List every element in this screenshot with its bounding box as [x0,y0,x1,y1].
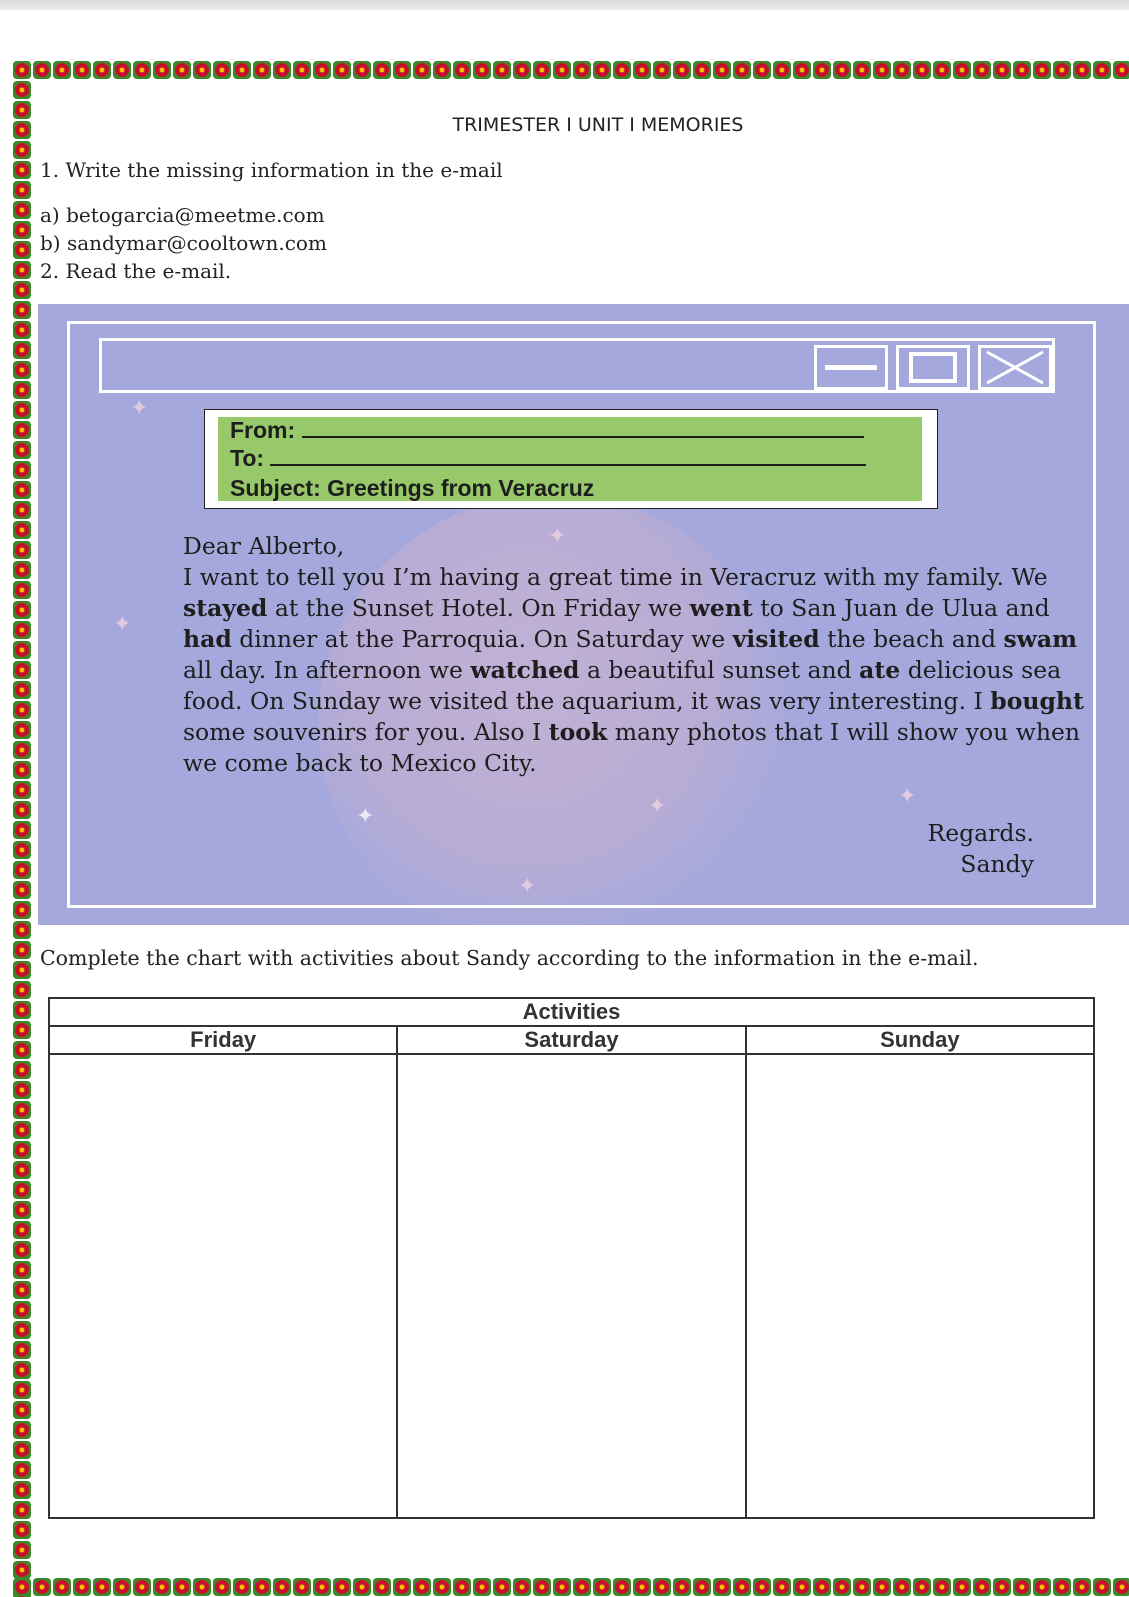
flower-border-icon [272,60,292,80]
flower-border-icon [12,560,32,580]
flower-border-icon [12,920,32,940]
from-field[interactable] [230,417,864,444]
flower-border-icon [12,320,32,340]
verb-visited: visited [732,625,820,653]
flower-border-icon [12,1480,32,1500]
flower-border-icon [12,720,32,740]
flower-border-icon [212,60,232,80]
flower-border-icon [612,1577,632,1597]
flower-border-icon [12,1140,32,1160]
flower-border-icon [12,1380,32,1400]
flower-border-icon [132,1577,152,1597]
flower-border-icon [12,80,32,100]
flower-border-icon [12,500,32,520]
flower-border-icon [12,860,32,880]
flower-border-icon [712,1577,732,1597]
flower-border-icon [12,1180,32,1200]
flower-border-icon [12,1120,32,1140]
flower-border-icon [12,940,32,960]
body-text: dinner at the Parroquia. On Saturday we [231,625,733,653]
flower-border-icon [372,1577,392,1597]
flower-border-icon [12,700,32,720]
flower-border-icon [12,1000,32,1020]
email-body-line-4 [183,656,1061,684]
email-header-box [204,409,938,509]
flower-border-icon [832,60,852,80]
flower-border-icon [92,60,112,80]
flower-border-icon [12,1240,32,1260]
flower-border-icon [892,60,912,80]
to-field[interactable] [230,445,866,472]
flower-border-icon [12,1320,32,1340]
flower-border-icon [92,1577,112,1597]
flower-border-icon [12,1280,32,1300]
email-body-line-5 [183,687,1084,715]
flower-border-icon [152,1577,172,1597]
sparkle-decoration: ✦ [518,874,537,899]
flower-border-icon [872,1577,892,1597]
flower-border-icon [12,840,32,860]
flower-border-icon [552,1577,572,1597]
email-body-line-7: we come back to Mexico City. [183,749,537,777]
table-header-row [49,1026,1094,1054]
table-row [49,1054,1094,1518]
email-header-fields [218,417,922,501]
sparkle-decoration: ✦ [898,784,917,809]
flower-border-icon [12,380,32,400]
flower-border-icon [1052,60,1072,80]
table-title-row [49,998,1094,1026]
body-text: food. On Sunday we visited the aquarium, it was very interesting. I [183,687,991,715]
flower-border-icon [112,1577,132,1597]
flower-border-icon [32,60,52,80]
flower-border-icon [12,1360,32,1380]
flower-border-icon [1012,60,1032,80]
flower-border-icon [952,60,972,80]
flower-border-icon [672,1577,692,1597]
flower-border-icon [12,1440,32,1460]
flower-border-icon [932,60,952,80]
flower-border-icon [12,480,32,500]
flower-border-icon [72,60,92,80]
flower-border-icon [232,60,252,80]
flower-border-icon [412,1577,432,1597]
flower-border-icon [12,760,32,780]
email-closing: Regards. [927,819,1034,847]
column-sunday: Sunday [746,1026,1094,1054]
email-body-line-1: I want to tell you I’m having a great time in Veracruz with my family. We [183,563,1048,591]
flower-border-icon [532,1577,552,1597]
body-text: to San Juan de Ulua and [752,594,1050,622]
flower-border-icon [572,1577,592,1597]
flower-border-icon [592,60,612,80]
sparkle-decoration: ✦ [113,612,132,637]
flower-border-icon [1052,1577,1072,1597]
minimize-icon[interactable] [814,345,888,390]
flower-border-icon [772,60,792,80]
flower-border-icon [12,1160,32,1180]
column-friday: Friday [49,1026,397,1054]
flower-border-icon [132,60,152,80]
flower-border-icon [12,160,32,180]
flower-border-icon [12,1080,32,1100]
exercise-3-instruction: Complete the chart with activities about Sandy according to the information in the e-mail. [40,946,979,970]
flower-border-icon [672,60,692,80]
flower-border-icon [12,780,32,800]
flower-border-icon [652,60,672,80]
flower-border-icon [612,60,632,80]
flower-border-icon [52,60,72,80]
flower-border-icon [992,1577,1012,1597]
flower-border-icon [1072,60,1092,80]
flower-border-icon [12,1460,32,1480]
flower-border-icon [752,1577,772,1597]
flower-border-icon [32,1577,52,1597]
flower-border-icon [12,420,32,440]
email-signature: Sandy [960,850,1034,878]
flower-border-icon [12,260,32,280]
flower-border-icon [1092,60,1112,80]
flower-border-icon [12,1400,32,1420]
from-blank[interactable] [302,422,864,438]
flower-border-icon [792,60,812,80]
flower-border-icon [392,60,412,80]
flower-border-icon [272,1577,292,1597]
flower-border-icon [1032,60,1052,80]
flower-border-icon [1112,1577,1129,1597]
verb-stayed: stayed [183,594,268,622]
flower-border-icon [12,540,32,560]
flower-border-icon [12,300,32,320]
email-body-line-3 [183,625,1077,653]
flower-border-icon [12,1220,32,1240]
verb-took: took [548,718,608,746]
flower-border-icon [912,1577,932,1597]
flower-border-icon [172,60,192,80]
flower-border-icon [12,360,32,380]
flower-border-icon [12,580,32,600]
flower-border-icon [392,1577,412,1597]
flower-border-icon [212,1577,232,1597]
flower-border-icon [432,60,452,80]
flower-border-icon [12,820,32,840]
flower-border-icon [12,520,32,540]
flower-border-icon [12,240,32,260]
flower-border-icon [12,1020,32,1040]
sparkle-decoration: ✦ [548,524,567,549]
body-text: the beach and [819,625,1004,653]
flower-border-icon [452,60,472,80]
verb-watched: watched [470,656,580,684]
flower-border-icon [372,60,392,80]
flower-border-icon [12,140,32,160]
flower-border-icon [12,1040,32,1060]
to-label: To: [230,445,265,471]
sparkle-decoration: ✦ [648,794,667,819]
flower-border-icon [12,880,32,900]
flower-border-icon [12,660,32,680]
flower-border-icon [832,1577,852,1597]
verb-bought: bought [990,687,1084,715]
flower-border-icon [12,1200,32,1220]
flower-border-icon [12,640,32,660]
option-a: a) betogarcia@meetme.com [40,203,325,227]
flower-border-icon [1032,1577,1052,1597]
activities-table [48,997,1095,1519]
flower-border-icon [432,1577,452,1597]
flower-border-icon [12,180,32,200]
option-b: b) sandymar@cooltown.com [40,231,327,255]
top-bar [0,0,1129,10]
flower-border-icon [12,1260,32,1280]
page-title: TRIMESTER I UNIT I MEMORIES [452,114,744,136]
flower-border-icon [12,1420,32,1440]
flower-border-icon [632,1577,652,1597]
flower-border-icon [12,1577,32,1597]
body-text: all day. In afternoon we [183,656,471,684]
sparkle-decoration: ✦ [356,804,375,829]
flower-border-top [12,60,1129,80]
flower-border-icon [892,1577,912,1597]
flower-border-icon [12,60,32,80]
flower-border-icon [292,60,312,80]
sunday-answer-cell[interactable] [746,1054,1094,1518]
flower-border-icon [732,60,752,80]
flower-border-icon [112,60,132,80]
flower-border-icon [52,1577,72,1597]
flower-border-icon [232,1577,252,1597]
verb-ate: ate [859,656,901,684]
flower-border-icon [692,60,712,80]
flower-border-icon [12,740,32,760]
verb-swam: swam [1003,625,1078,653]
activities-header: Activities [49,998,1094,1026]
flower-border-icon [852,1577,872,1597]
flower-border-icon [12,280,32,300]
flower-border-icon [12,1520,32,1540]
flower-border-icon [552,60,572,80]
flower-border-icon [152,60,172,80]
flower-border-icon [12,460,32,480]
flower-border-icon [12,200,32,220]
saturday-answer-cell[interactable] [397,1054,745,1518]
flower-border-icon [792,1577,812,1597]
flower-border-icon [512,60,532,80]
flower-border-icon [312,1577,332,1597]
flower-border-icon [12,1100,32,1120]
exercise-1-instruction: 1. Write the missing information in the e-mail [40,158,503,182]
flower-border-icon [812,1577,832,1597]
verb-had: had [183,625,232,653]
email-panel [38,304,1129,925]
flower-border-icon [1072,1577,1092,1597]
flower-border-icon [752,60,772,80]
flower-border-icon [12,400,32,420]
flower-border-icon [812,60,832,80]
email-body-line-2 [183,594,1050,622]
flower-border-icon [12,680,32,700]
flower-border-icon [452,1577,472,1597]
to-blank[interactable] [270,450,866,466]
flower-border-bottom [12,1577,1129,1597]
flower-border-icon [572,60,592,80]
column-saturday: Saturday [397,1026,745,1054]
friday-answer-cell[interactable] [49,1054,397,1518]
flower-border-icon [692,1577,712,1597]
flower-border-icon [72,1577,92,1597]
flower-border-icon [12,1500,32,1520]
flower-border-icon [772,1577,792,1597]
body-text: a beautiful sunset and [579,656,860,684]
flower-border-icon [12,340,32,360]
flower-border-icon [12,1340,32,1360]
body-text: delicious sea [900,656,1062,684]
flower-border-icon [652,1577,672,1597]
flower-border-icon [332,1577,352,1597]
flower-border-icon [12,800,32,820]
flower-border-icon [992,60,1012,80]
flower-border-icon [252,60,272,80]
maximize-icon[interactable] [896,345,970,390]
flower-border-icon [972,60,992,80]
flower-border-icon [192,1577,212,1597]
flower-border-icon [412,60,432,80]
flower-border-icon [732,1577,752,1597]
flower-border-icon [712,60,732,80]
flower-border-left [12,60,32,1597]
flower-border-icon [592,1577,612,1597]
flower-border-icon [12,960,32,980]
body-text: many photos that I will show you when [607,718,1081,746]
flower-border-icon [932,1577,952,1597]
flower-border-icon [352,60,372,80]
flower-border-icon [172,1577,192,1597]
flower-border-icon [1092,1577,1112,1597]
flower-border-icon [472,60,492,80]
flower-border-icon [12,900,32,920]
flower-border-icon [12,220,32,240]
flower-border-icon [492,60,512,80]
flower-border-icon [512,1577,532,1597]
body-text: some souvenirs for you. Also I [183,718,549,746]
flower-border-icon [12,1540,32,1560]
body-text: at the Sunset Hotel. On Friday we [267,594,690,622]
sparkle-decoration: ✦ [130,396,149,421]
flower-border-icon [352,1577,372,1597]
flower-border-icon [532,60,552,80]
flower-border-icon [852,60,872,80]
email-body-line-6 [183,718,1080,746]
flower-border-icon [872,60,892,80]
flower-border-icon [12,1060,32,1080]
flower-border-icon [12,980,32,1000]
flower-border-icon [12,600,32,620]
flower-border-icon [952,1577,972,1597]
flower-border-icon [12,620,32,640]
flower-border-icon [12,440,32,460]
flower-border-icon [912,60,932,80]
from-label: From: [230,417,296,443]
subject-line: Subject: Greetings from Veracruz [230,475,595,501]
flower-border-icon [472,1577,492,1597]
exercise-2-instruction: 2. Read the e-mail. [40,259,232,283]
verb-went: went [689,594,753,622]
flower-border-icon [192,60,212,80]
close-icon[interactable] [978,345,1052,390]
flower-border-icon [252,1577,272,1597]
flower-border-icon [12,1300,32,1320]
flower-border-icon [1112,60,1129,80]
flower-border-icon [332,60,352,80]
flower-border-icon [292,1577,312,1597]
flower-border-icon [632,60,652,80]
flower-border-icon [972,1577,992,1597]
flower-border-icon [492,1577,512,1597]
email-greeting: Dear Alberto, [183,532,345,560]
flower-border-icon [312,60,332,80]
flower-border-icon [1012,1577,1032,1597]
